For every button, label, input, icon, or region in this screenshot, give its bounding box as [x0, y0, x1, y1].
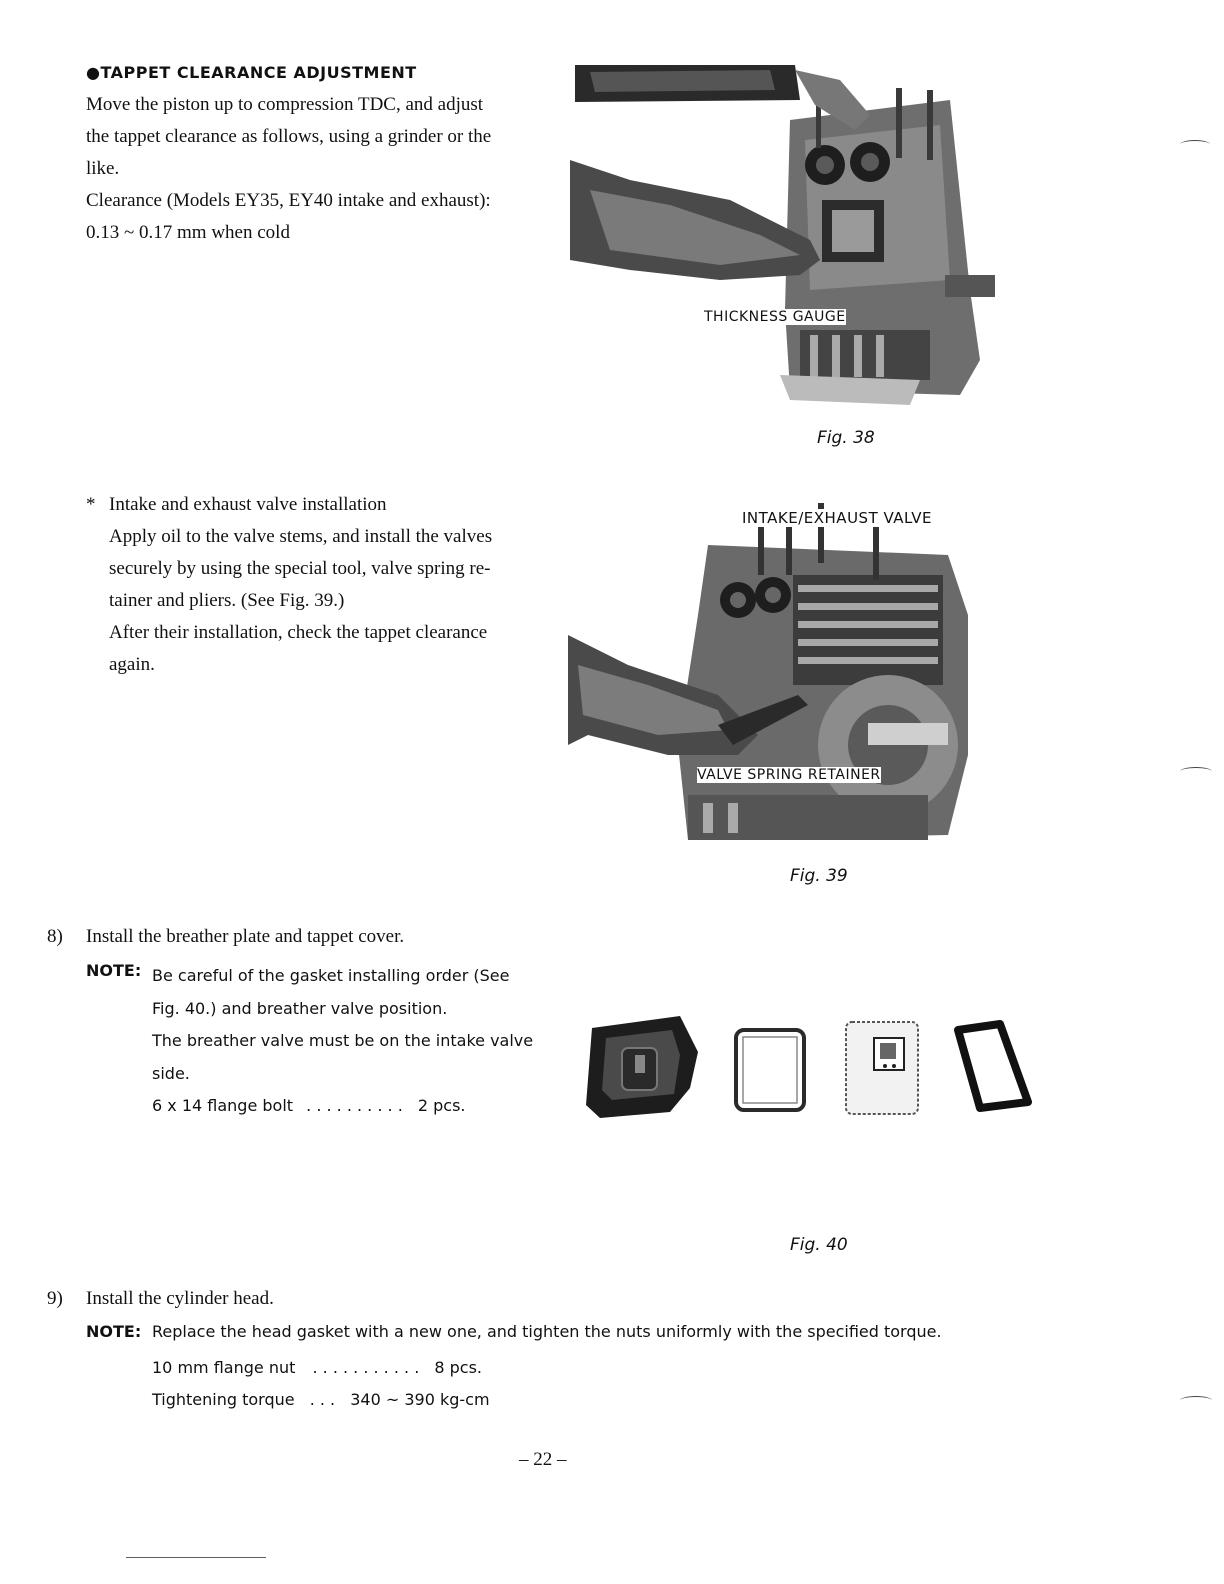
valve-line-3: tainer and pliers. (See Fig. 39.) — [109, 590, 345, 611]
scan-artifact-mark-2 — [1180, 767, 1212, 776]
tappet-line-1: Move the piston up to compression TDC, and adjust — [86, 94, 484, 115]
step8-note-line-3: The breather valve must be on the intake valve — [152, 1031, 534, 1050]
step9-text: Install the cylinder head. — [86, 1288, 274, 1309]
step9-note-label: NOTE: — [86, 1322, 142, 1341]
tappet-paragraph — [86, 89, 546, 249]
scan-artifact-mark-1 — [1180, 140, 1210, 149]
step9-spec-row-2 — [152, 1384, 490, 1416]
step9-spec-row-1 — [152, 1352, 490, 1384]
valve-line-4: After their installation, check the tappet clearance — [109, 622, 488, 643]
step8-spec-value: 2 pcs. — [417, 1096, 466, 1115]
step9-spec-1-value: 8 pcs. — [434, 1358, 483, 1377]
step9-spec-1-label: 10 mm flange nut — [152, 1358, 296, 1377]
step9-spec-2-value: 340 ~ 390 kg-cm — [350, 1390, 490, 1409]
step8-spec-label: 6 x 14 flange bolt — [152, 1096, 294, 1115]
fig38-callout-thickness-gauge: THICKNESS GAUGE — [704, 309, 846, 325]
valve-line-1: Apply oil to the valve stems, and install the valves — [109, 526, 493, 547]
step9-note-text: Replace the head gasket with a new one, and tighten the nuts uniformly with the specified torque. — [152, 1322, 942, 1341]
step8-note-label: NOTE: — [86, 961, 142, 980]
valve-title: Intake and exhaust valve installation — [109, 494, 387, 515]
fig39-caption: Fig. 39 — [790, 866, 848, 886]
step9-spec-1-dots: . . . . . . . . . . . — [312, 1358, 420, 1377]
scan-artifact-line — [126, 1557, 266, 1558]
fig38-caption: Fig. 38 — [817, 428, 875, 448]
step9-spec-2-label: Tightening torque — [152, 1390, 295, 1409]
section-heading-tappet: ●TAPPET CLEARANCE ADJUSTMENT — [86, 63, 417, 82]
step9-number: 9) — [47, 1288, 63, 1309]
tappet-line-5: 0.13 ~ 0.17 mm when cold — [86, 222, 290, 243]
valve-paragraph — [109, 489, 549, 681]
fig39-photo — [568, 495, 978, 847]
fig40-caption: Fig. 40 — [790, 1235, 848, 1255]
valve-line-5: again. — [109, 654, 155, 675]
tappet-line-4: Clearance (Models EY35, EY40 intake and exhaust): — [86, 190, 491, 211]
step8-number: 8) — [47, 926, 63, 947]
tappet-line-2: the tappet clearance as follows, using a grinder or the — [86, 126, 492, 147]
page-number: – 22 – — [519, 1449, 567, 1470]
valve-bullet: * — [86, 494, 96, 515]
step8-note-line-4: side. — [152, 1063, 190, 1083]
step8-text: Install the breather plate and tappet cover. — [86, 926, 405, 947]
step9-specs — [152, 1352, 490, 1416]
step8-note — [152, 960, 533, 1123]
valve-line-2: securely by using the special tool, valve spring re- — [109, 558, 491, 579]
fig40-photo — [580, 1010, 1035, 1130]
step8-spec-dots: . . . . . . . . . . — [306, 1096, 403, 1115]
fig39-callout-valve-spring-retainer: VALVE SPRING RETAINER — [697, 767, 881, 783]
step8-spec-row — [152, 1090, 533, 1123]
step8-note-line-2: Fig. 40.) and breather valve position. — [152, 998, 448, 1018]
fig38-photo — [570, 60, 1000, 410]
fig39-callout-intake-exhaust-valve: INTAKE/EXHAUST VALVE — [742, 509, 933, 527]
step9-spec-2-dots: . . . — [309, 1390, 336, 1409]
step8-note-line-1: Be careful of the gasket installing order (See — [152, 966, 510, 985]
scan-artifact-mark-3 — [1180, 1396, 1212, 1405]
tappet-line-3: like. — [86, 158, 120, 179]
